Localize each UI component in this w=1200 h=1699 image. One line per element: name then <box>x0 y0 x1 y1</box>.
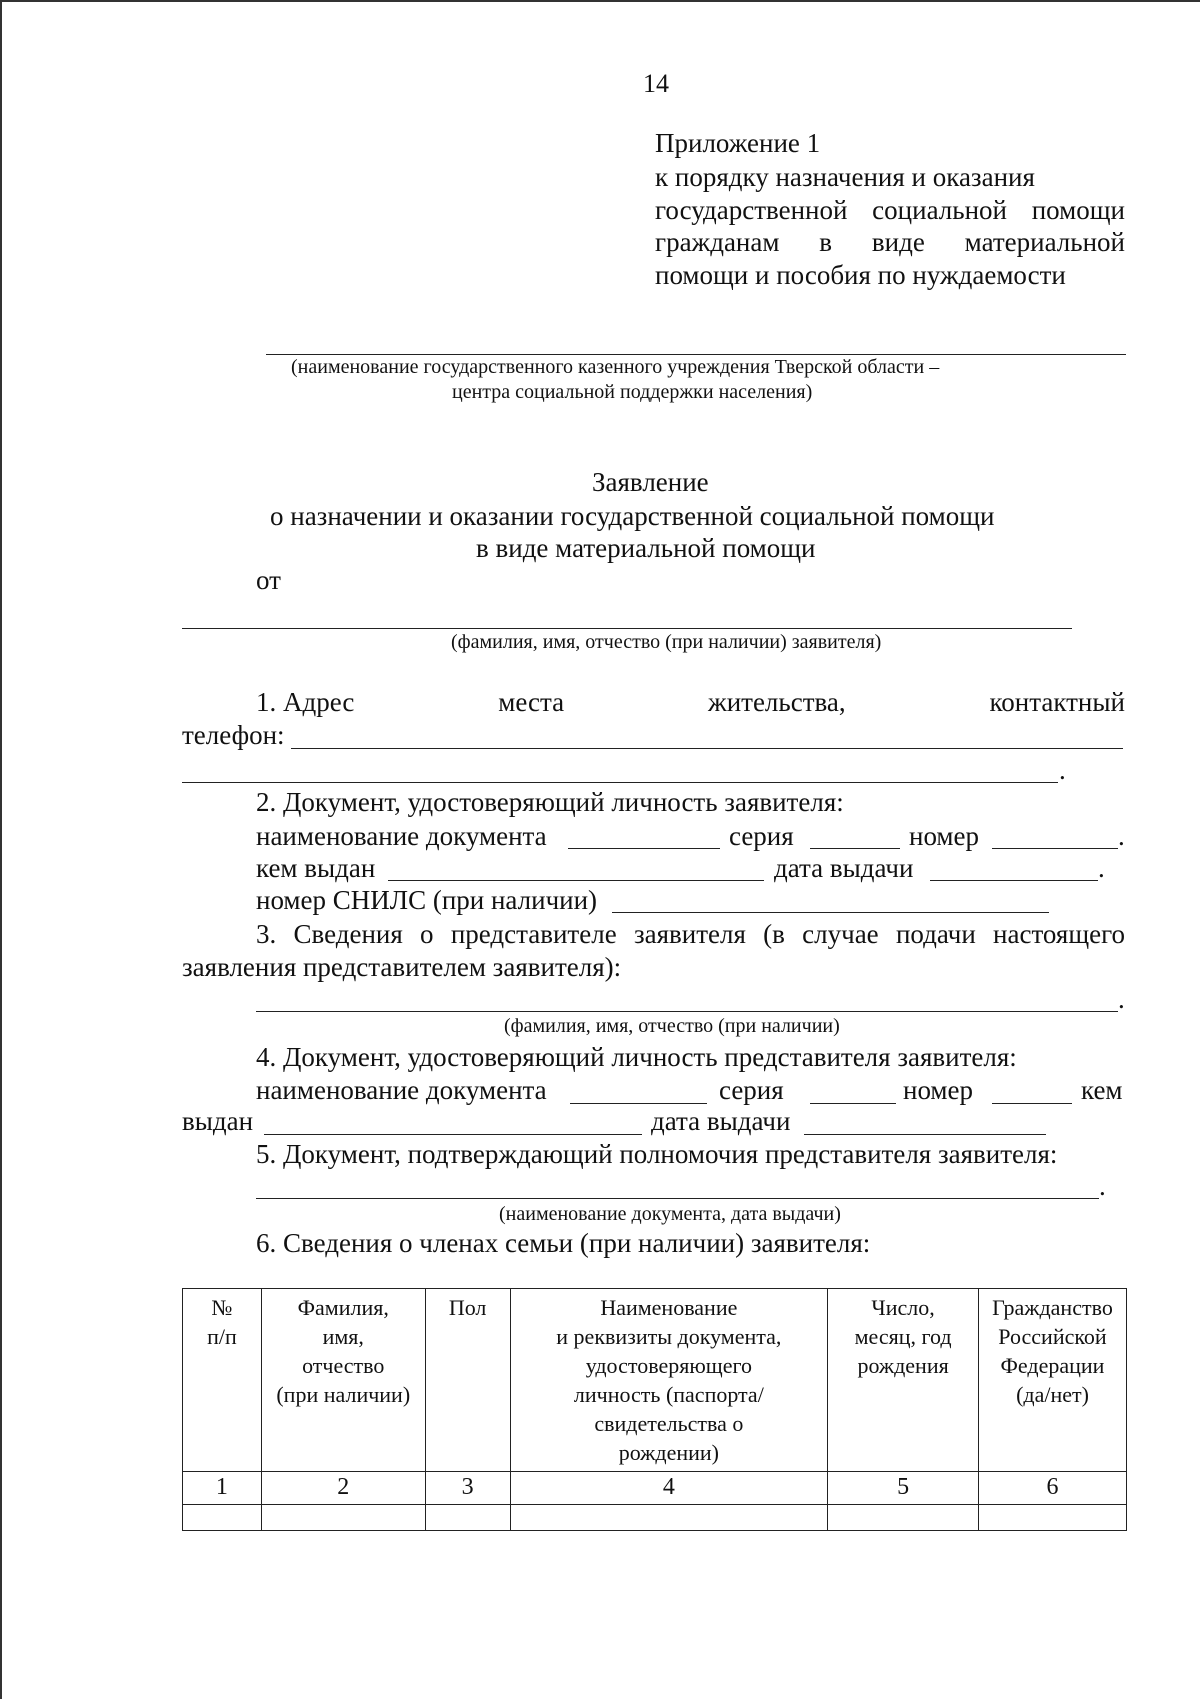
table-cell[interactable] <box>510 1504 828 1530</box>
applicant-name-line <box>182 628 1072 629</box>
header-cell-number <box>183 1289 262 1472</box>
appendix-title: Приложение 1 <box>655 128 821 158</box>
section-4-series-label: серия <box>719 1075 784 1105</box>
header-birth-date-text: Число, месяц, год рождения <box>854 1295 952 1379</box>
applicant-caption: (фамилия, имя, отчество (при наличии) заявителя) <box>451 631 882 653</box>
section-4-issued-by-label-2: выдан <box>182 1106 254 1136</box>
section-1-address-line <box>256 689 1125 716</box>
institution-name-line <box>266 354 1126 355</box>
table-cell[interactable] <box>183 1504 262 1530</box>
section-4-series-field[interactable] <box>810 1103 896 1104</box>
section-2-doc-name-field[interactable] <box>568 848 720 849</box>
header-identity-document-text: Наименование и реквизиты документа, удостоверяющего личность (паспорта/ свидетельства о рождении) <box>556 1295 782 1466</box>
statement-from: от <box>256 565 281 595</box>
section-1-word-2: места <box>498 687 565 717</box>
phone-field-line[interactable] <box>291 748 1123 749</box>
column-number-5: 5 <box>828 1472 979 1505</box>
header-cell-identity-document <box>510 1289 828 1472</box>
column-number-4: 4 <box>510 1472 828 1505</box>
header-number-text: № п/п <box>207 1295 237 1350</box>
scan-edge-left <box>0 0 2 1699</box>
authority-document-line[interactable] <box>256 1198 1099 1199</box>
section-6-title: 6. Сведения о членах семьи (при наличии) заявителя: <box>256 1228 871 1258</box>
statement-title: Заявление <box>592 467 709 497</box>
header-full-name-text: Фамилия, имя, отчество (при наличии) <box>276 1295 411 1408</box>
section-1-word-1: 1. Адрес <box>256 687 355 717</box>
statement-subtitle-1: о назначении и оказании государственной социальной помощи <box>270 501 995 531</box>
section-2-number-field[interactable] <box>992 848 1118 849</box>
appendix-line-2: государственной социальной помощи <box>655 195 1125 225</box>
authority-line-period: . <box>1099 1171 1106 1201</box>
section-4-title: 4. Документ, удостоверяющий личность представителя заявителя: <box>256 1042 1017 1072</box>
column-number-3: 3 <box>425 1472 510 1505</box>
section-2-issued-by-label: кем выдан <box>256 853 376 883</box>
institution-caption-1: (наименование государственного казенного учреждения Тверской области – <box>291 356 940 378</box>
section-4-number-label: номер <box>903 1075 974 1105</box>
section-2-series-label: серия <box>729 821 794 851</box>
section-5-caption: (наименование документа, дата выдачи) <box>499 1203 841 1225</box>
section-2-date-period: . <box>1098 853 1105 883</box>
header-citizenship-text: Гражданство Российской Федерации (да/нет) <box>992 1295 1113 1408</box>
representative-name-line[interactable] <box>256 1011 1118 1012</box>
section-4-doc-name: наименование документа <box>256 1075 547 1105</box>
institution-caption-2: центра социальной поддержки населения) <box>452 381 813 403</box>
header-cell-citizenship <box>979 1289 1127 1472</box>
page-number: 14 <box>643 69 669 98</box>
section-5-title: 5. Документ, подтверждающий полномочия представителя заявителя: <box>256 1139 1058 1169</box>
column-number-6: 6 <box>979 1472 1127 1505</box>
address-line-period: . <box>1059 755 1066 785</box>
section-4-issue-date-field[interactable] <box>804 1134 1046 1135</box>
scan-edge-top <box>0 0 1200 2</box>
section-4-issued-by-label-1: кем <box>1081 1075 1123 1105</box>
table-cell[interactable] <box>425 1504 510 1530</box>
section-2-number-label: номер <box>909 821 980 851</box>
section-3-line-1: 3. Сведения о представителе заявителя (в случае подачи настоящего <box>256 919 1125 949</box>
statement-subtitle-2: в виде материальной помощи <box>476 533 816 563</box>
section-2-snils-label: номер СНИЛС (при наличии) <box>256 885 598 915</box>
family-members-table <box>182 1288 1127 1531</box>
table-header-row <box>183 1289 1127 1472</box>
header-cell-sex <box>425 1289 510 1472</box>
section-3-line-2: заявления представителем заявителя): <box>182 952 622 982</box>
appendix-line-4: помощи и пособия по нуждаемости <box>655 260 1066 290</box>
section-2-doc-name: наименование документа <box>256 821 547 851</box>
section-1-word-3: жительства, <box>708 687 846 717</box>
table-cell[interactable] <box>261 1504 425 1530</box>
table-cell[interactable] <box>979 1504 1127 1530</box>
section-1-word-4: контактный <box>989 687 1125 717</box>
section-2-issue-date-field[interactable] <box>930 880 1098 881</box>
address-field-line[interactable] <box>182 782 1058 783</box>
table-numbering-row <box>183 1472 1127 1505</box>
column-number-1: 1 <box>183 1472 262 1505</box>
section-4-doc-name-field[interactable] <box>570 1103 707 1104</box>
section-2-series-field[interactable] <box>810 848 900 849</box>
appendix-line-1: к порядку назначения и оказания <box>655 162 1035 192</box>
section-2-issue-date-label: дата выдачи <box>774 853 914 883</box>
section-4-issue-date-label: дата выдачи <box>651 1106 791 1136</box>
section-2-snils-field[interactable] <box>612 912 1049 913</box>
section-4-number-field[interactable] <box>992 1103 1072 1104</box>
section-2-title: 2. Документ, удостоверяющий личность заявителя: <box>256 787 844 817</box>
table-row[interactable] <box>183 1504 1127 1530</box>
representative-line-period: . <box>1118 984 1125 1014</box>
section-1-phone-label: телефон: <box>182 720 285 750</box>
column-number-2: 2 <box>261 1472 425 1505</box>
appendix-line-3: гражданам в виде материальной <box>655 227 1125 257</box>
section-2-issued-by-field[interactable] <box>388 880 764 881</box>
header-cell-birth-date <box>828 1289 979 1472</box>
section-3-caption: (фамилия, имя, отчество (при наличии) <box>504 1015 840 1037</box>
header-cell-full-name <box>261 1289 425 1472</box>
table-cell[interactable] <box>828 1504 979 1530</box>
section-2-number-period: . <box>1118 821 1125 851</box>
section-4-issued-by-field[interactable] <box>264 1134 642 1135</box>
header-sex-text: Пол <box>448 1295 487 1320</box>
